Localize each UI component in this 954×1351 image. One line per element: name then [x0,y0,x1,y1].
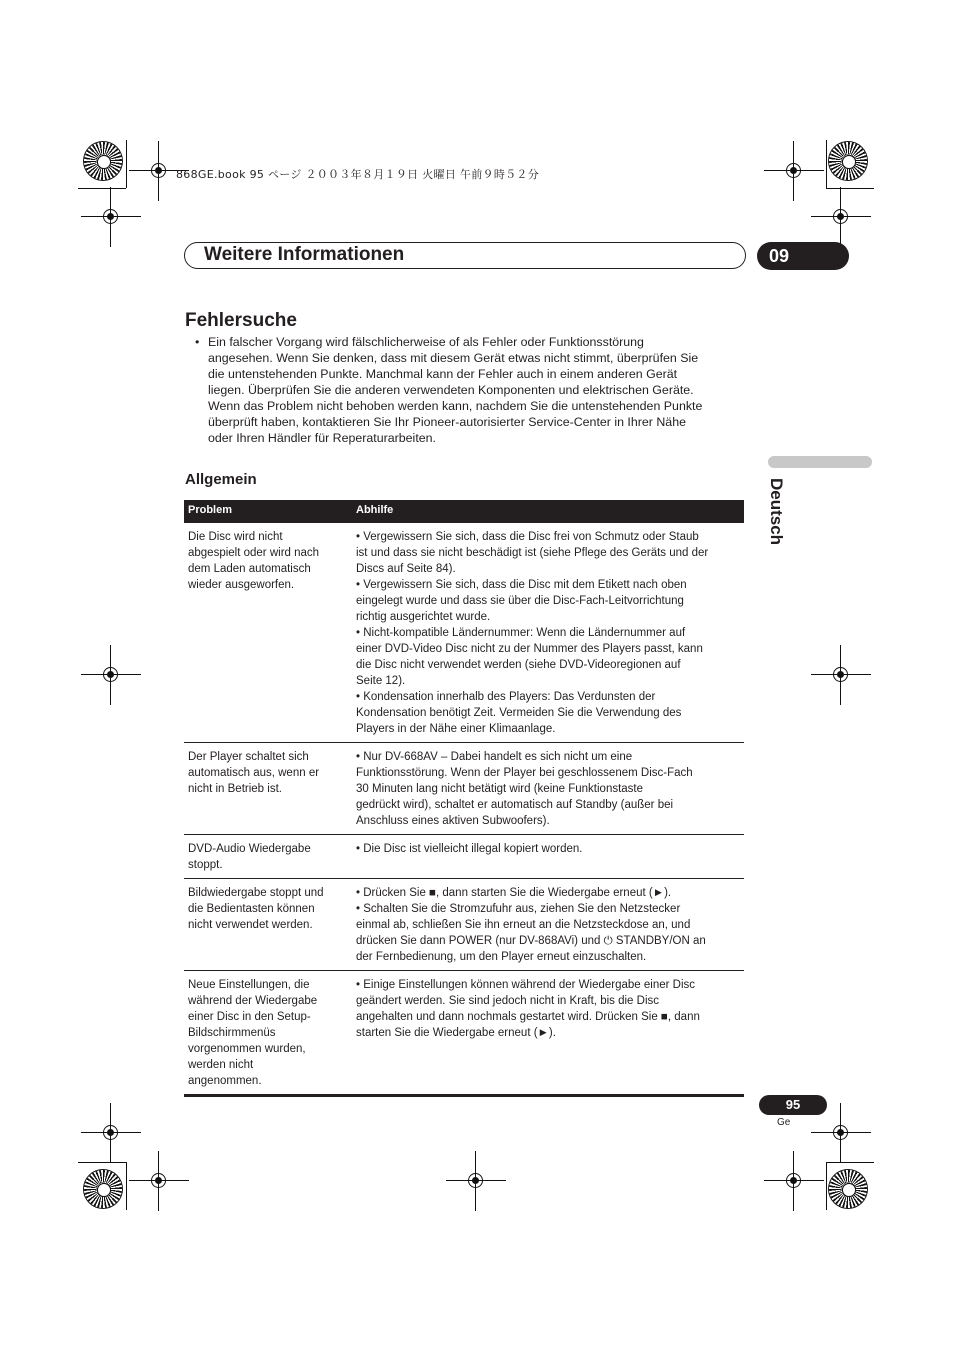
file-header: 868GE.book 95 ページ ２００３年８月１９日 火曜日 午前９時５２分 [176,168,540,181]
remedy-line: • Nur DV-668AV – Dabei handelt es sich nicht um eine [356,751,633,763]
intro-line: Ein falscher Vorgang wird fälschlicherweise of als Fehler oder Funktionsstörung [208,335,644,349]
problem-line: automatisch aus, wenn er [188,767,320,779]
table-row [184,743,744,835]
remedy-cell [352,523,744,743]
subsection-title: Allgemein [185,471,257,488]
remedy-line: • Drücken Sie ■, dann starten Sie die Wiedergabe erneut (►). [356,887,672,899]
registration-rosette-bottom-right [829,1170,867,1208]
remedy-line: • Einige Einstellungen können während der Wiedergabe einer Disc [356,979,696,991]
registration-rosette-top-right [829,142,867,180]
remedy-line: die Disc nicht verwendet werden (siehe DVD-Videoregionen auf [356,659,681,671]
troubleshooting-table [184,500,744,1097]
table-row [184,879,744,971]
remedy-line: • Nicht-kompatible Ländernummer: Wenn die Ländernummer auf [356,627,686,639]
header-remedy: Abhilfe [352,500,744,523]
registration-rosette-bottom-left [84,1170,122,1208]
crop-line [826,188,874,189]
problem-cell [184,743,352,835]
remedy-line: • Vergewissern Sie sich, dass die Disc frei von Schmutz oder Staub [356,531,699,543]
table-row [184,835,744,879]
problem-line: DVD-Audio Wiedergabe [188,843,311,855]
problem-line: Neue Einstellungen, die [188,979,310,991]
remedy-line: 30 Minuten lang nicht betätigt wird (keine Funktionstaste [356,783,644,795]
intro-line: angesehen. Wenn Sie denken, dass mit diesem Gerät etwas nicht stimmt, überprüfen Sie [208,351,699,365]
problem-line: werden nicht [188,1059,254,1071]
problem-line: die Bedientasten können [188,903,315,915]
remedy-line: Anschluss eines aktiven Subwoofers). [356,815,550,827]
crop-line [126,1162,127,1210]
remedy-line: Kondensation benötigt Zeit. Vermeiden Sie die Verwendung des [356,707,682,719]
problem-cell [184,523,352,743]
remedy-line: einmal ab, schließen Sie ihn erneut an die Netzsteckdose an, und [356,919,691,931]
problem-cell [184,879,352,971]
section-title: Fehlersuche [185,310,297,331]
crop-line [826,1162,827,1210]
table-row [184,523,744,743]
intro-line: überprüft haben, kontaktieren Sie Ihr Pioneer-autorisierter Service-Center in Ihrer Nähe [208,415,686,429]
problem-line: abgespielt oder wird nach [188,547,320,559]
remedy-cell [352,879,744,971]
chapter-number: 09 [757,242,849,270]
crosshair-mark [446,1151,506,1211]
problem-cell [184,971,352,1096]
header-problem: Problem [184,500,352,523]
remedy-line: Funktionsstörung. Wenn der Player bei geschlossenem Disc-Fach [356,767,693,779]
crosshair-mark [764,1151,824,1211]
problem-line: stoppt. [188,859,223,871]
remedy-line: der Fernbedienung, um den Player erneut einzuschalten. [356,951,647,963]
remedy-cell [352,835,744,879]
problem-line: nicht in Betrieb ist. [188,783,282,795]
remedy-line: • Kondensation innerhalb des Players: Das Verdunsten der [356,691,656,703]
remedy-line: • Vergewissern Sie sich, dass die Disc mit dem Etikett nach oben [356,579,687,591]
crosshair-mark [129,1151,189,1211]
crop-line [78,1162,126,1163]
problem-line: einer Disc in den Setup- [188,1011,311,1023]
problem-line: dem Laden automatisch [188,563,311,575]
intro-line: oder Ihren Händler für Reperaturarbeiten. [208,431,436,445]
problem-line: Bildwiedergabe stoppt und [188,887,324,899]
remedy-line: Discs auf Seite 84). [356,563,456,575]
remedy-line: • Die Disc ist vielleicht illegal kopiert worden. [356,843,583,855]
page-number: 95 [759,1095,827,1115]
registration-rosette-top-left [84,142,122,180]
crosshair-mark [81,645,141,705]
problem-line: vorgenommen wurden, [188,1043,306,1055]
intro-line: Wenn das Problem nicht behoben werden kann, nachdem Sie die untenstehenden Punkte [208,399,703,413]
remedy-line: einer DVD-Video Disc nicht zu der Nummer des Players passt, kann [356,643,703,655]
table-header-row [184,500,744,523]
remedy-line: ist und dass sie nicht beschädigt ist (siehe Pflege des Geräts und der [356,547,709,559]
problem-line: Die Disc wird nicht [188,531,283,543]
remedy-cell [352,743,744,835]
remedy-cell [352,971,744,1096]
problem-line: nicht verwendet werden. [188,919,313,931]
problem-line: Bildschirmmenüs [188,1027,276,1039]
remedy-line: angehalten und dann nochmals gestartet wird. Drücken Sie ■, dann [356,1011,700,1023]
crosshair-mark [81,187,141,247]
remedy-line: eingelegt wurde und dass sie über die Disc-Fach-Leitvorrichtung [356,595,684,607]
remedy-line: gedrückt wird), schaltet er automatisch auf Standby (außer bei [356,799,674,811]
crosshair-mark [811,645,871,705]
remedy-line: richtig ausgerichtet wurde. [356,611,491,623]
problem-line: angenommen. [188,1075,262,1087]
remedy-line: Seite 12). [356,675,406,687]
problem-cell [184,835,352,879]
language-tab [768,456,872,468]
problem-line: während der Wiedergabe [188,995,318,1007]
crop-line [826,140,827,188]
remedy-line: Players in der Nähe einer Klimaanlage. [356,723,556,735]
table-row [184,971,744,1096]
crop-line [826,1162,874,1163]
intro-paragraph [195,334,747,446]
problem-line: Der Player schaltet sich [188,751,309,763]
remedy-line: starten Sie die Wiedergabe erneut (►). [356,1027,556,1039]
problem-line: wieder ausgeworfen. [188,579,295,591]
crop-line [78,188,126,189]
crop-line [126,140,127,188]
chapter-title: Weitere Informationen [204,244,405,265]
language-tab-label: Deutsch [767,478,786,546]
bullet: • [195,335,200,349]
remedy-line: • Schalten Sie die Stromzufuhr aus, ziehen Sie den Netzstecker [356,903,681,915]
remedy-line: drücken Sie dann POWER (nur DV-868AVi) und ⏻ STANDBY/ON an [356,935,706,947]
intro-line: liegen. Überprüfen Sie die anderen verwendeten Komponenten und elektrischen Geräte. [208,383,694,397]
crosshair-mark [811,187,871,247]
page-language-code: Ge [777,1117,791,1128]
remedy-line: geändert werden. Sie sind jedoch nicht in Kraft, bis die Disc [356,995,659,1007]
intro-line: die untenstehenden Punkte. Manchmal kann der Fehler auch in einem anderen Gerät [208,367,678,381]
